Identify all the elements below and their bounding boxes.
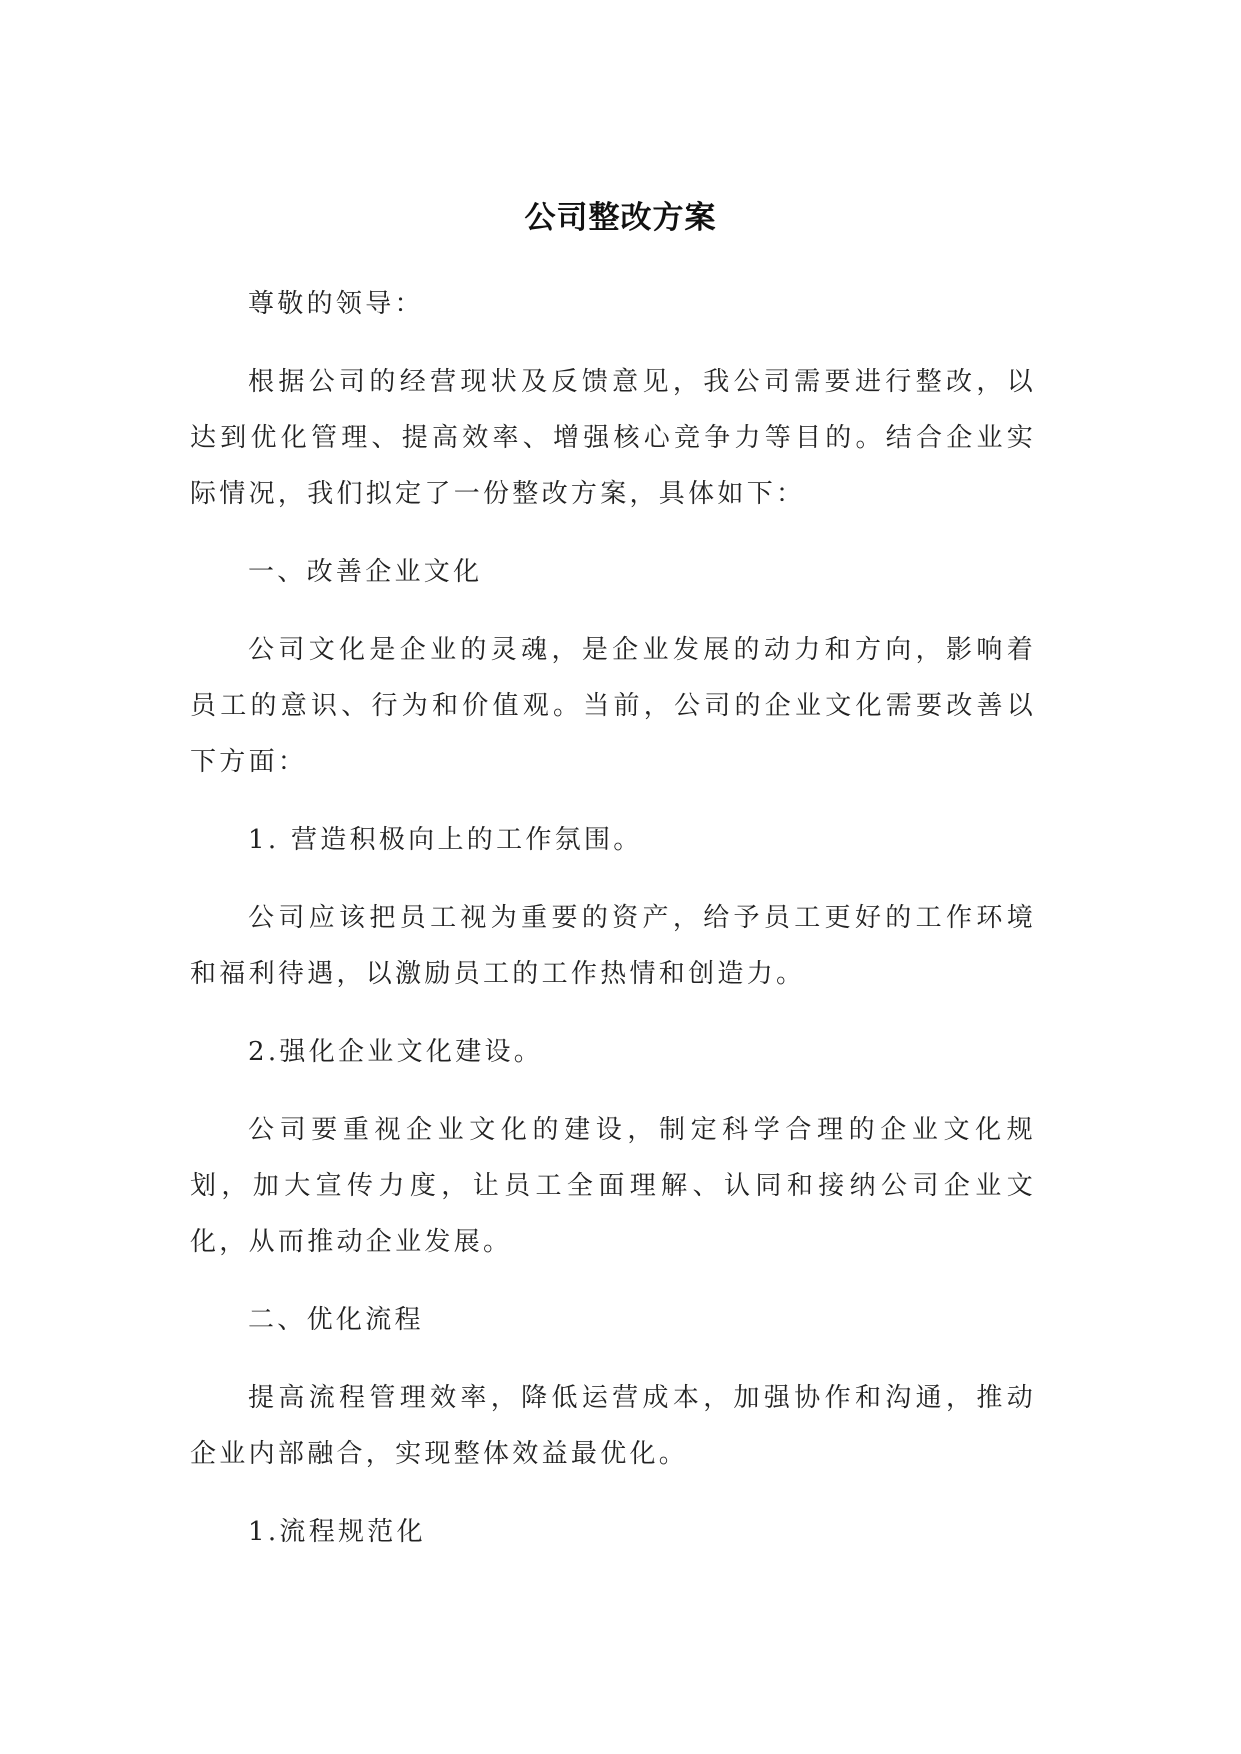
culture-paragraph: 公司文化是企业的灵魂，是企业发展的动力和方向，影响着员工的意识、行为和价值观。当前，公司的企业文化需要改善以下方面： [190, 635, 1036, 777]
section-heading-culture: 一、改善企业文化 [248, 557, 483, 587]
culture-building-paragraph: 公司要重视企业文化的建设，制定科学合理的企业文化规划，加大宣传力度，让员工全面理解、认同和接纳公司企业文化，从而推动企业发展。 [190, 1115, 1036, 1257]
intro-paragraph: 根据公司的经营现状及反馈意见，我公司需要进行整改，以达到优化管理、提高效率、增强核心竞争力等目的。结合企业实际情况，我们拟定了一份整改方案，具体如下： [190, 367, 1036, 509]
process-paragraph: 提高流程管理效率，降低运营成本，加强协作和沟通，推动企业内部融合，实现整体效益最优化。 [190, 1383, 1036, 1469]
item-heading-atmosphere: 1. 营造积极向上的工作氛围。 [248, 825, 643, 855]
atmosphere-paragraph: 公司应该把员工视为重要的资产，给予员工更好的工作环境和福利待遇，以激励员工的工作热情和创造力。 [190, 903, 1036, 989]
document-title: 公司整改方案 [524, 199, 717, 236]
section-heading-process: 二、优化流程 [248, 1305, 424, 1335]
document-body [190, 276, 1036, 1560]
item-heading-process-standardization: 1.流程规范化 [248, 1517, 426, 1547]
salutation: 尊敬的领导： [248, 289, 424, 319]
item-heading-culture-building: 2.强化企业文化建设。 [248, 1037, 544, 1067]
